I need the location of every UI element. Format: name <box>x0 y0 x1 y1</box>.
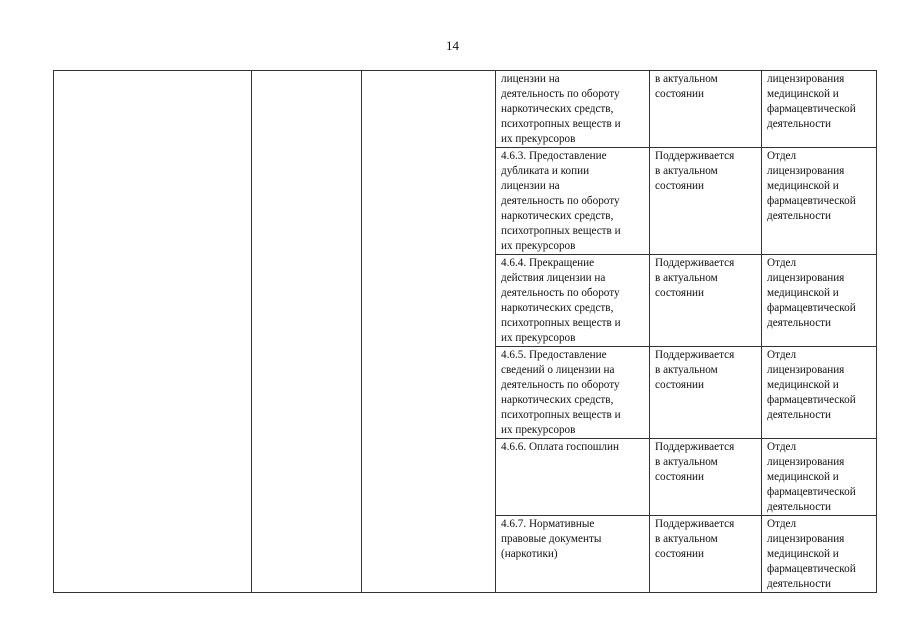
status-cell: Поддерживается в актуальном состоянии <box>650 347 762 439</box>
service-cell: 4.6.4. Прекращение действия лицензии на деятельность по обороту наркотических средств, психотропных веществ и их прекурсоров <box>496 255 650 347</box>
status-cell: Поддерживается в актуальном состоянии <box>650 255 762 347</box>
department-cell: Отдел лицензирования медицинской и фармацевтической деятельности <box>762 255 877 347</box>
services-table <box>53 70 877 593</box>
department-cell: Отдел лицензирования медицинской и фармацевтической деятельности <box>762 439 877 516</box>
department-cell: лицензирования медицинской и фармацевтической деятельности <box>762 71 877 148</box>
service-cell: 4.6.5. Предоставление сведений о лицензии на деятельность по обороту наркотических средств, психотропных веществ и их прекурсоров <box>496 347 650 439</box>
table-row <box>54 71 877 148</box>
department-cell: Отдел лицензирования медицинской и фармацевтической деятельности <box>762 148 877 255</box>
empty-cell-col3 <box>362 71 496 593</box>
department-cell: Отдел лицензирования медицинской и фармацевтической деятельности <box>762 347 877 439</box>
department-cell: Отдел лицензирования медицинской и фармацевтической деятельности <box>762 516 877 593</box>
service-cell: 4.6.6. Оплата госпошлин <box>496 439 650 516</box>
service-cell: 4.6.7. Нормативные правовые документы (наркотики) <box>496 516 650 593</box>
empty-cell-col2 <box>252 71 362 593</box>
service-cell: 4.6.3. Предоставление дубликата и копии лицензии на деятельность по обороту наркотических средств, психотропных веществ и их прекурсоров <box>496 148 650 255</box>
status-cell: Поддерживается в актуальном состоянии <box>650 148 762 255</box>
empty-cell-col1 <box>54 71 252 593</box>
service-cell: лицензии на деятельность по обороту наркотических средств, психотропных веществ и их прекурсоров <box>496 71 650 148</box>
page-number: 14 <box>446 38 459 53</box>
status-cell: Поддерживается в актуальном состоянии <box>650 439 762 516</box>
status-cell: в актуальном состоянии <box>650 71 762 148</box>
status-cell: Поддерживается в актуальном состоянии <box>650 516 762 593</box>
